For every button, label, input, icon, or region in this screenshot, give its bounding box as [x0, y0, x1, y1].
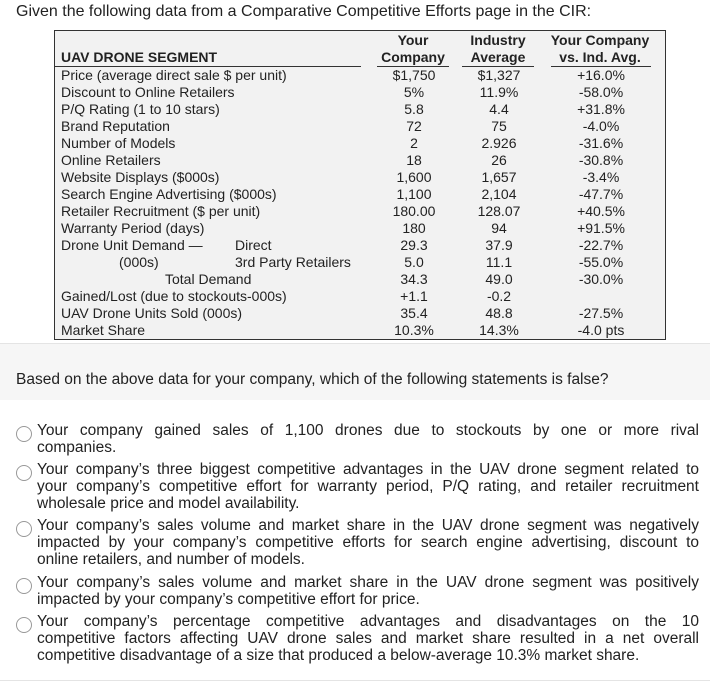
difference-value: -4.0 pts — [577, 322, 625, 338]
industry-value: 14.3% — [479, 322, 519, 338]
difference-value: +91.5% — [577, 220, 625, 236]
your-value: $1,750 — [392, 67, 436, 83]
option-line: Your company’s three biggest competitive advantages in the UAV drone segment related to — [37, 461, 699, 478]
row-label: UAV Drone Units Sold (000s) — [61, 305, 243, 321]
your-value: 29.3 — [400, 237, 428, 253]
row-label: Drone Unit Demand — — [61, 237, 203, 253]
header-line: Company — [381, 49, 445, 65]
option-text — [37, 574, 699, 608]
industry-value: $1,327 — [477, 67, 521, 83]
industry-value: 128.07 — [477, 203, 521, 219]
table-row — [55, 101, 667, 118]
option-line: competitive disadvantage of a size that produced a below-average 10.3% market share. — [37, 647, 640, 664]
row-sublabel: Total Demand — [165, 271, 252, 287]
table-row — [55, 220, 667, 237]
table-row — [55, 118, 667, 135]
header-line: vs. Ind. Avg. — [559, 49, 641, 65]
question-prompt: Based on the above data for your company, which of the following statements is false? — [16, 371, 609, 388]
question-intro: Given the following data from a Comparative Competitive Efforts page in the CIR: — [16, 3, 592, 20]
table-row — [55, 186, 667, 203]
option-line: Your company’s sales volume and market share in the UAV drone segment was positively — [37, 574, 699, 591]
option-line: Your company’s sales volume and market share in the UAV drone segment was negatively — [37, 517, 699, 534]
radio-button[interactable] — [16, 465, 32, 481]
industry-value: 2.926 — [481, 135, 517, 151]
option-text — [37, 517, 699, 568]
table-row — [55, 254, 667, 271]
row-label: Discount to Online Retailers — [61, 84, 235, 100]
difference-value: -31.6% — [578, 135, 624, 151]
industry-value: 94 — [491, 220, 507, 236]
radio-button[interactable] — [16, 426, 32, 442]
option-line: Your company gained sales of 1,100 drones due to stockouts by one or more rival — [37, 422, 699, 439]
your-value: 5.0 — [404, 254, 424, 270]
row-label: Search Engine Advertising ($000s) — [61, 186, 277, 202]
your-value: +1.1 — [400, 288, 428, 304]
option-line: Your company’s percentage competitive advantages and disadvantages on the 10 — [37, 613, 699, 630]
difference-value: -58.0% — [578, 84, 624, 100]
segment-header: UAV DRONE SEGMENT — [61, 49, 218, 65]
table-row — [55, 322, 667, 339]
difference-value: -30.8% — [578, 152, 624, 168]
option-line: your company’s competitive effort for warranty period, P/Q rating, and retailer recruitment — [37, 478, 699, 495]
table-row — [55, 271, 667, 288]
option-line: companies. — [37, 439, 117, 456]
difference-value: -47.7% — [578, 186, 624, 202]
industry-value: 37.9 — [485, 237, 513, 253]
your-value: 180 — [402, 220, 426, 236]
industry-value: 11.1 — [485, 254, 513, 270]
industry-value: 4.4 — [489, 101, 509, 117]
difference-value: -22.7% — [578, 237, 624, 253]
row-label: Brand Reputation — [61, 118, 170, 134]
row-label: Retailer Recruitment ($ per unit) — [61, 203, 261, 219]
option-line: impacted by your company’s competitive efforts for search engine advertising, discount to — [37, 534, 699, 551]
row-label: Number of Models — [61, 135, 176, 151]
table-row — [55, 135, 667, 152]
radio-button[interactable] — [16, 521, 32, 537]
your-value: 10.3% — [394, 322, 434, 338]
radio-button[interactable] — [16, 578, 32, 594]
table-row — [55, 237, 667, 254]
industry-value: 26 — [491, 152, 507, 168]
row-label: Website Displays ($000s) — [61, 169, 220, 185]
difference-value: +31.8% — [577, 101, 625, 117]
table-row — [55, 203, 667, 220]
table-row — [55, 84, 667, 101]
table-row — [55, 67, 667, 84]
difference-value: -30.0% — [578, 271, 624, 287]
difference-value: -3.4% — [582, 169, 620, 185]
your-value: 34.3 — [400, 271, 428, 287]
your-value: 72 — [406, 118, 422, 134]
difference-value: +16.0% — [577, 67, 625, 83]
your-company-header — [373, 32, 453, 66]
option-text — [37, 422, 699, 456]
header-line: Your Company — [550, 32, 650, 48]
option-text — [37, 613, 699, 664]
industry-value: -0.2 — [486, 288, 512, 304]
industry-value: 75 — [491, 118, 507, 134]
row-label: Price (average direct sale $ per unit) — [61, 67, 287, 83]
row-label: Gained/Lost (due to stockouts-000s) — [61, 288, 287, 304]
header-line: Average — [470, 49, 526, 65]
your-value: 1,100 — [396, 186, 432, 202]
table-row — [55, 305, 667, 322]
your-value: 5.8 — [404, 101, 424, 117]
industry-value: 11.9% — [479, 84, 519, 100]
your-value: 1,600 — [396, 169, 432, 185]
row-sublabel: Direct — [235, 237, 272, 253]
your-value: 5% — [403, 84, 425, 100]
row-label: Market Share — [61, 322, 146, 338]
row-sublabel: 3rd Party Retailers — [235, 254, 351, 270]
difference-value: +40.5% — [577, 203, 625, 219]
your-value: 35.4 — [400, 305, 428, 321]
radio-button[interactable] — [16, 617, 32, 633]
industry-value: 1,657 — [481, 169, 517, 185]
option-text — [37, 461, 699, 512]
industry-average-header — [458, 32, 538, 66]
vs-industry-header — [541, 32, 659, 66]
table-row — [55, 288, 667, 305]
industry-value: 48.8 — [485, 305, 513, 321]
option-line: online retailers, and number of models. — [37, 551, 305, 568]
row-label: P/Q Rating (1 to 10 stars) — [61, 101, 220, 117]
row-label: Warranty Period (days) — [61, 220, 205, 236]
difference-value: -27.5% — [578, 305, 624, 321]
your-value: 180.00 — [392, 203, 436, 219]
your-value: 18 — [406, 152, 422, 168]
industry-value: 2,104 — [481, 186, 517, 202]
your-value: 2 — [410, 135, 418, 151]
header-line: Industry — [470, 32, 526, 48]
industry-value: 49.0 — [485, 271, 513, 287]
option-line: impacted by your company’s competitive effort for price. — [37, 591, 420, 608]
header-line: Your — [397, 32, 429, 48]
difference-value: -4.0% — [582, 118, 620, 134]
row-label: (000s) — [119, 254, 159, 270]
row-label: Online Retailers — [61, 152, 161, 168]
comparative-efforts-table — [54, 30, 666, 340]
bottom-divider — [0, 680, 710, 681]
table-row — [55, 169, 667, 186]
option-line: wholesale price and model availability. — [37, 495, 300, 512]
table-row — [55, 152, 667, 169]
option-line: competitive factors affecting UAV drone sales and market share resulted in a net overall — [37, 630, 699, 647]
difference-value: -55.0% — [578, 254, 624, 270]
